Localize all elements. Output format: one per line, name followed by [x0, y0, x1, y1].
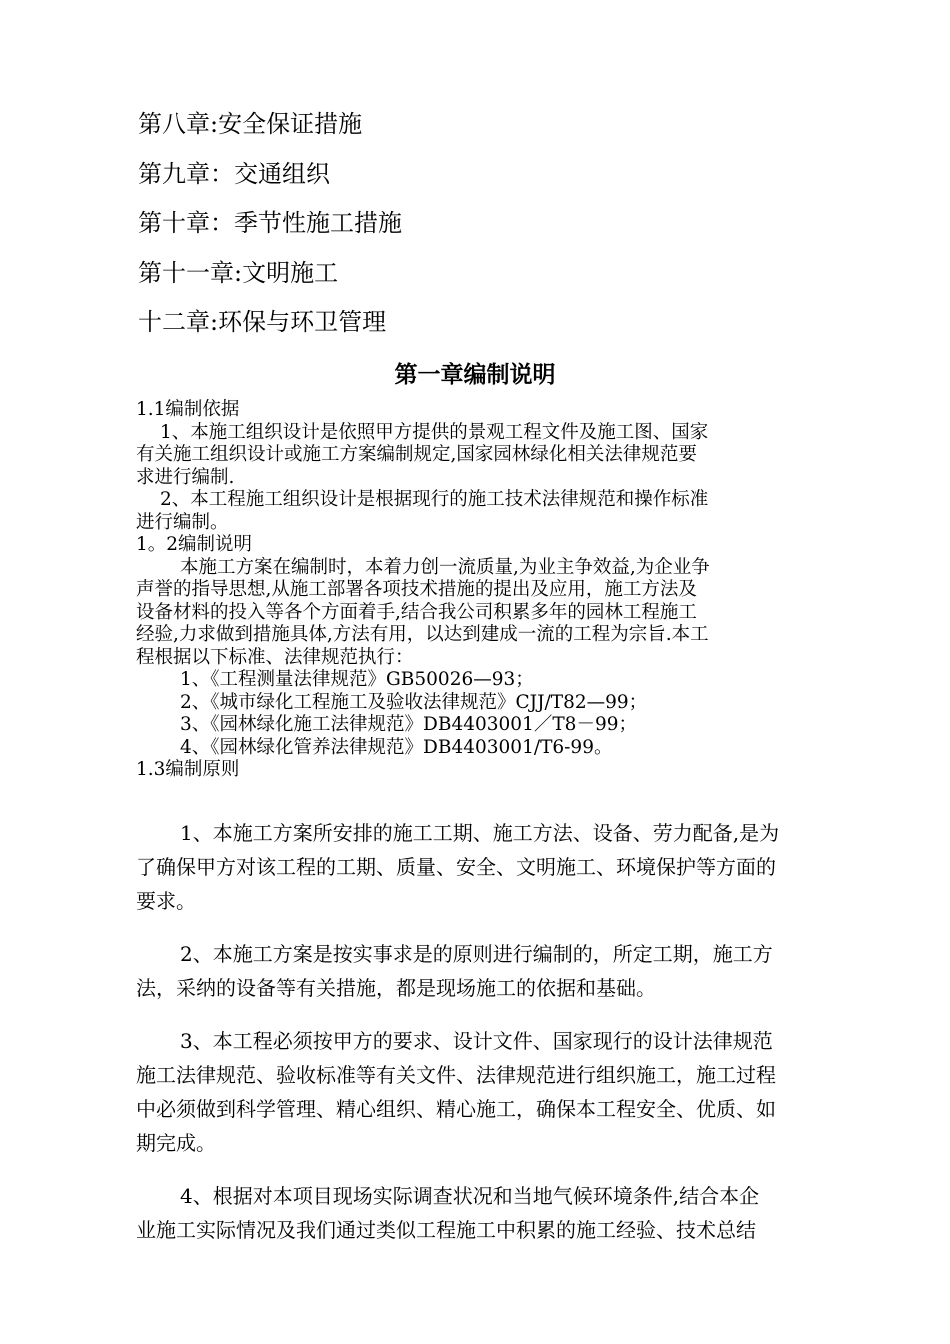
- standard-item: 4、《园林绿化管养法律规范》DB4403001/T6-99。: [180, 736, 613, 758]
- toc-item-ch10: 第十章：季节性施工措施: [138, 209, 402, 237]
- section-1-1: [136, 399, 836, 782]
- para-line: 程根据以下标准、法律规范执行：: [136, 646, 414, 668]
- toc-item-ch12: 十二章:环保与环卫管理: [138, 308, 387, 336]
- toc-item-ch8: 第八章:安全保证措施: [138, 110, 363, 138]
- toc-item-ch11: 第十一章:文明施工: [138, 258, 339, 287]
- para-line: 中必须做到科学管理、精心组织、精心施工，确保本工程安全、优质、如: [136, 1097, 776, 1121]
- para-line: 法，采纳的设备等有关措施，都是现场施工的依据和基础。: [136, 976, 656, 1000]
- section-1-3-body: [136, 816, 836, 1247]
- para-line: 本施工方案在编制时，本着力创一流质量,为业主争效益,为企业争: [180, 556, 710, 578]
- para-line: 期完成。: [136, 1131, 216, 1155]
- para-line: 要求。: [136, 889, 196, 913]
- para-line: 求进行编制.: [136, 466, 235, 488]
- standard-item: 1、《工程测量法律规范》GB50026—93；: [180, 669, 534, 690]
- para-line: 了确保甲方对该工程的工期、质量、安全、文明施工、环境保护等方面的: [136, 855, 776, 879]
- para-line: 施工法律规范、验收标准等有关文件、法律规范进行组织施工，施工过程: [136, 1063, 776, 1087]
- chapter-title: 第一章编制说明: [394, 361, 556, 388]
- para-line: 1、本施工组织设计是依照甲方提供的景观工程文件及施工图、国家: [160, 421, 709, 443]
- section-heading-1-1: 1.1编制依据: [136, 399, 240, 420]
- para-line: 进行编制。: [136, 511, 229, 533]
- para-line: 经验,力求做到措施具体,方法有用，以达到建成一流的工程为宗旨.本工: [136, 624, 709, 645]
- section-heading-1-3: 1.3编制原则: [136, 759, 240, 780]
- standard-item: 2、《城市绿化工程施工及验收法律规范》CJJ/T82—99；: [180, 691, 648, 713]
- para-line: 业施工实际情况及我们通过类似工程施工中积累的施工经验、技术总结: [136, 1218, 756, 1242]
- para-line: 4、根据对本项目现场实际调查状况和当地气候环境条件,结合本企: [180, 1184, 760, 1208]
- toc-item-ch9: 第九章：交通组织: [138, 159, 330, 188]
- para-line: 声誉的指导思想,从施工部署各项技术措施的提出及应用，施工方法及: [136, 579, 697, 600]
- para-line: 3、本工程必须按甲方的要求、设计文件、国家现行的设计法律规范: [180, 1029, 773, 1053]
- table-of-contents: [138, 102, 402, 350]
- section-heading-1-2: 1。2编制说明: [136, 534, 253, 555]
- para-line: 设备材料的投入等各个方面着手,结合我公司积累多年的园林工程施工: [136, 601, 697, 623]
- para-line: 2、本施工方案是按实事求是的原则进行编制的，所定工期，施工方: [180, 942, 773, 966]
- para-line: 1、本施工方案所安排的施工工期、施工方法、设备、劳力配备,是为: [180, 821, 780, 845]
- para-line: 有关施工组织设计或施工方案编制规定,国家园林绿化相关法律规范要: [136, 444, 697, 465]
- para-line: 2、本工程施工组织设计是根据现行的施工技术法律规范和操作标准: [160, 489, 709, 510]
- standard-item: 3、《园林绿化施工法律规范》DB4403001／T8－99；: [180, 714, 637, 735]
